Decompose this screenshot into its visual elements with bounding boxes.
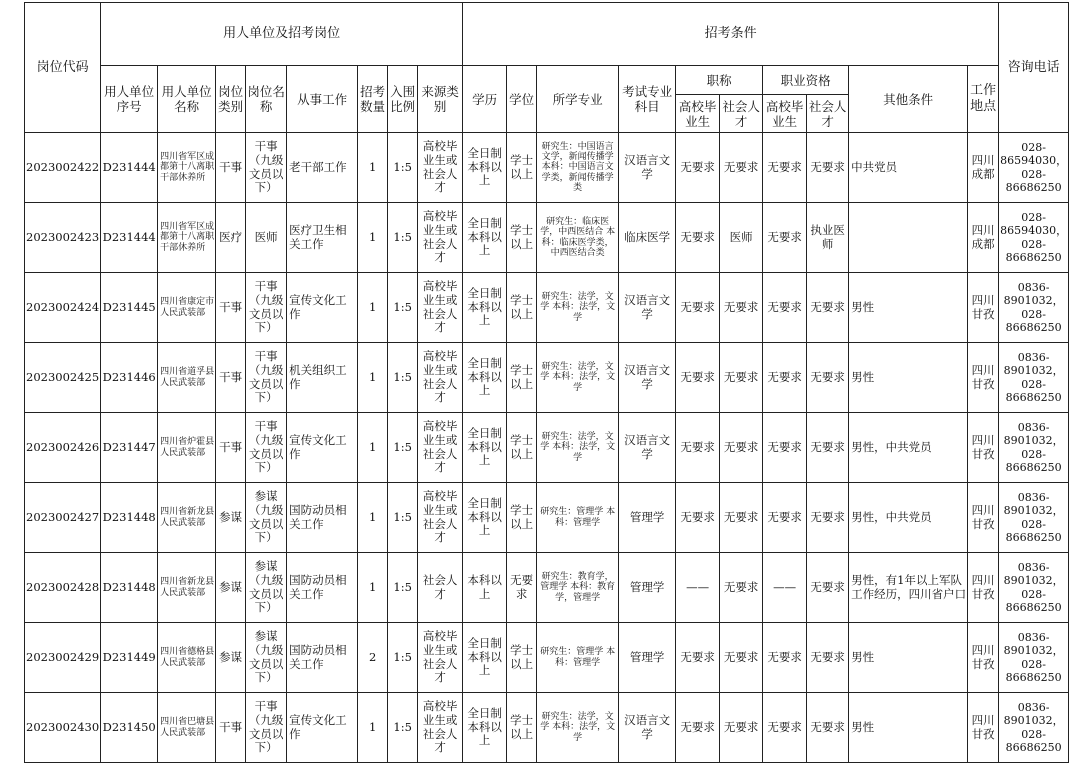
other-conditions-cell: 男性 [849, 343, 968, 413]
major-cell: 研究生：中国语言文学，新闻传播学 本科：中国语言文学类，新闻传播学类 [537, 133, 619, 203]
employer-name-cell: 四川省军区成都第十八离职干部休养所 [158, 133, 216, 203]
work-location-cell: 四川甘孜 [968, 413, 999, 483]
qual-social-cell: 无要求 [807, 483, 849, 553]
header-phone: 咨询电话 [999, 3, 1069, 133]
ratio-cell: 1:5 [388, 693, 418, 763]
employer-seq-cell: D231448 [101, 483, 158, 553]
title-social-cell: 医师 [720, 203, 763, 273]
degree-cell: 学士以上 [507, 133, 537, 203]
title-graduate-cell: 无要求 [676, 693, 720, 763]
header-education: 学历 [463, 66, 507, 133]
employer-seq-cell: D231449 [101, 623, 158, 693]
employer-name-cell: 四川省军区成都第十八离职干部休养所 [158, 203, 216, 273]
education-cell: 全日制本科以上 [463, 343, 507, 413]
duty-cell: 国防动员相关工作 [287, 553, 358, 623]
phone-cell: 0836-8901032，028-86686250 [999, 343, 1069, 413]
title-social-cell: 无要求 [720, 343, 763, 413]
post-code-cell: 2023002424 [25, 273, 101, 343]
table-row [25, 553, 1069, 623]
source-cell: 高校毕业生或社会人才 [418, 623, 463, 693]
header-major: 所学专业 [537, 66, 619, 133]
post-type-cell: 干事 [216, 343, 246, 413]
header-employer-name: 用人单位名称 [158, 66, 216, 133]
employer-seq-cell: D231446 [101, 343, 158, 413]
degree-cell: 学士以上 [507, 413, 537, 483]
header-post-name: 岗位名称 [246, 66, 287, 133]
title-social-cell: 无要求 [720, 483, 763, 553]
source-cell: 高校毕业生或社会人才 [418, 343, 463, 413]
post-name-cell: 干事（九级文员以下） [246, 343, 287, 413]
qual-social-cell: 无要求 [807, 133, 849, 203]
post-type-cell: 干事 [216, 413, 246, 483]
qual-social-cell: 无要求 [807, 693, 849, 763]
other-conditions-cell: 中共党员 [849, 133, 968, 203]
exam-subject-cell: 管理学 [619, 483, 676, 553]
post-type-cell: 干事 [216, 273, 246, 343]
education-cell: 全日制本科以上 [463, 203, 507, 273]
qual-graduate-cell: —— [763, 553, 807, 623]
qual-graduate-cell: 无要求 [763, 343, 807, 413]
employer-name-cell: 四川省巴塘县人民武装部 [158, 693, 216, 763]
employer-seq-cell: D231444 [101, 133, 158, 203]
work-location-cell: 四川甘孜 [968, 343, 999, 413]
header-post-code: 岗位代码 [25, 3, 101, 133]
education-cell: 全日制本科以上 [463, 623, 507, 693]
post-type-cell: 参谋 [216, 483, 246, 553]
employer-name-cell: 四川省新龙县人民武装部 [158, 553, 216, 623]
title-social-cell: 无要求 [720, 623, 763, 693]
employer-name-cell: 四川省德格县人民武装部 [158, 623, 216, 693]
degree-cell: 学士以上 [507, 343, 537, 413]
ratio-cell: 1:5 [388, 133, 418, 203]
ratio-cell: 1:5 [388, 413, 418, 483]
table-row [25, 273, 1069, 343]
qual-social-cell: 无要求 [807, 413, 849, 483]
degree-cell: 学士以上 [507, 273, 537, 343]
qual-social-cell: 无要求 [807, 623, 849, 693]
degree-cell: 学士以上 [507, 203, 537, 273]
post-code-cell: 2023002426 [25, 413, 101, 483]
qual-graduate-cell: 无要求 [763, 413, 807, 483]
ratio-cell: 1:5 [388, 483, 418, 553]
header-ratio: 入围比例 [388, 66, 418, 133]
quota-cell: 1 [358, 343, 388, 413]
header-other: 其他条件 [849, 66, 968, 133]
duty-cell: 宣传文化工作 [287, 413, 358, 483]
employer-seq-cell: D231448 [101, 553, 158, 623]
table-row [25, 133, 1069, 203]
title-graduate-cell: 无要求 [676, 133, 720, 203]
header-row-2 [25, 66, 1069, 95]
phone-cell: 0836-8901032，028-86686250 [999, 693, 1069, 763]
employer-name-cell: 四川省炉霍县人民武装部 [158, 413, 216, 483]
other-conditions-cell: 男性，有1年以上军队工作经历，四川省户口 [849, 553, 968, 623]
qual-graduate-cell: 无要求 [763, 203, 807, 273]
quota-cell: 1 [358, 273, 388, 343]
header-title-graduate: 高校毕业生 [676, 95, 720, 133]
post-type-cell: 参谋 [216, 623, 246, 693]
exam-subject-cell: 管理学 [619, 623, 676, 693]
phone-cell: 0836-8901032，028-86686250 [999, 623, 1069, 693]
post-code-cell: 2023002423 [25, 203, 101, 273]
ratio-cell: 1:5 [388, 273, 418, 343]
exam-subject-cell: 临床医学 [619, 203, 676, 273]
post-name-cell: 参谋（九级文员以下） [246, 553, 287, 623]
other-conditions-cell [849, 203, 968, 273]
source-cell: 高校毕业生或社会人才 [418, 693, 463, 763]
table-row [25, 343, 1069, 413]
ratio-cell: 1:5 [388, 343, 418, 413]
ratio-cell: 1:5 [388, 553, 418, 623]
quota-cell: 1 [358, 483, 388, 553]
header-title-group: 职称 [676, 66, 763, 95]
qual-graduate-cell: 无要求 [763, 273, 807, 343]
header-quota: 招考数量 [358, 66, 388, 133]
quota-cell: 1 [358, 203, 388, 273]
ratio-cell: 1:5 [388, 203, 418, 273]
qual-social-cell: 无要求 [807, 343, 849, 413]
source-cell: 高校毕业生或社会人才 [418, 203, 463, 273]
quota-cell: 1 [358, 693, 388, 763]
phone-cell: 0836-8901032，028-86686250 [999, 413, 1069, 483]
employer-name-cell: 四川省道孚县人民武装部 [158, 343, 216, 413]
duty-cell: 国防动员相关工作 [287, 623, 358, 693]
quota-cell: 1 [358, 553, 388, 623]
header-source: 来源类别 [418, 66, 463, 133]
header-conditions-group: 招考条件 [463, 3, 999, 66]
work-location-cell: 四川甘孜 [968, 273, 999, 343]
phone-cell: 028-86594030，028-86686250 [999, 203, 1069, 273]
title-graduate-cell: 无要求 [676, 483, 720, 553]
post-name-cell: 参谋（九级文员以下） [246, 483, 287, 553]
table-row [25, 413, 1069, 483]
post-name-cell: 干事（九级文员以下） [246, 693, 287, 763]
other-conditions-cell: 男性 [849, 273, 968, 343]
ratio-cell: 1:5 [388, 623, 418, 693]
employer-seq-cell: D231444 [101, 203, 158, 273]
title-social-cell: 无要求 [720, 413, 763, 483]
header-exam-subject: 考试专业科目 [619, 66, 676, 133]
header-title-social: 社会人才 [720, 95, 763, 133]
exam-subject-cell: 管理学 [619, 553, 676, 623]
table-row [25, 693, 1069, 763]
duty-cell: 医疗卫生相关工作 [287, 203, 358, 273]
qual-graduate-cell: 无要求 [763, 623, 807, 693]
post-code-cell: 2023002427 [25, 483, 101, 553]
header-post-type: 岗位类别 [216, 66, 246, 133]
post-code-cell: 2023002428 [25, 553, 101, 623]
work-location-cell: 四川成都 [968, 203, 999, 273]
employer-name-cell: 四川省新龙县人民武装部 [158, 483, 216, 553]
table-row [25, 483, 1069, 553]
exam-subject-cell: 汉语言文学 [619, 413, 676, 483]
degree-cell: 学士以上 [507, 693, 537, 763]
major-cell: 研究生：法学，文学 本科：法学，文学 [537, 413, 619, 483]
header-row-1 [25, 3, 1069, 66]
header-employer-group: 用人单位及招考岗位 [101, 3, 463, 66]
title-graduate-cell: 无要求 [676, 413, 720, 483]
quota-cell: 1 [358, 133, 388, 203]
work-location-cell: 四川成都 [968, 133, 999, 203]
title-graduate-cell: 无要求 [676, 203, 720, 273]
major-cell: 研究生：教育学，管理学 本科：教育学，管理学 [537, 553, 619, 623]
major-cell: 研究生：法学，文学 本科：法学，文学 [537, 273, 619, 343]
major-cell: 研究生：法学，文学 本科：法学，文学 [537, 693, 619, 763]
exam-subject-cell: 汉语言文学 [619, 273, 676, 343]
duty-cell: 老干部工作 [287, 133, 358, 203]
title-social-cell: 无要求 [720, 693, 763, 763]
exam-subject-cell: 汉语言文学 [619, 693, 676, 763]
quota-cell: 2 [358, 623, 388, 693]
employer-seq-cell: D231450 [101, 693, 158, 763]
degree-cell: 学士以上 [507, 483, 537, 553]
header-qual-graduate: 高校毕业生 [763, 95, 807, 133]
phone-cell: 028-86594030，028-86686250 [999, 133, 1069, 203]
major-cell: 研究生：管理学 本科：管理学 [537, 623, 619, 693]
post-name-cell: 干事（九级文员以下） [246, 413, 287, 483]
qual-graduate-cell: 无要求 [763, 483, 807, 553]
education-cell: 全日制本科以上 [463, 273, 507, 343]
work-location-cell: 四川甘孜 [968, 483, 999, 553]
header-duty: 从事工作 [287, 66, 358, 133]
post-name-cell: 参谋（九级文员以下） [246, 623, 287, 693]
title-social-cell: 无要求 [720, 133, 763, 203]
source-cell: 高校毕业生或社会人才 [418, 413, 463, 483]
post-name-cell: 干事（九级文员以下） [246, 273, 287, 343]
qual-social-cell: 无要求 [807, 553, 849, 623]
exam-subject-cell: 汉语言文学 [619, 133, 676, 203]
title-social-cell: 无要求 [720, 553, 763, 623]
duty-cell: 国防动员相关工作 [287, 483, 358, 553]
employer-name-cell: 四川省康定市人民武装部 [158, 273, 216, 343]
source-cell: 社会人才 [418, 553, 463, 623]
header-degree: 学位 [507, 66, 537, 133]
phone-cell: 0836-8901032，028-86686250 [999, 273, 1069, 343]
employer-seq-cell: D231445 [101, 273, 158, 343]
education-cell: 全日制本科以上 [463, 483, 507, 553]
major-cell: 研究生：临床医学，中西医结合 本科：临床医学类，中西医结合类 [537, 203, 619, 273]
title-graduate-cell: 无要求 [676, 273, 720, 343]
title-graduate-cell: 无要求 [676, 623, 720, 693]
post-name-cell: 干事（九级文员以下） [246, 133, 287, 203]
table-row [25, 623, 1069, 693]
other-conditions-cell: 男性 [849, 693, 968, 763]
qual-graduate-cell: 无要求 [763, 693, 807, 763]
title-graduate-cell: 无要求 [676, 343, 720, 413]
exam-subject-cell: 汉语言文学 [619, 343, 676, 413]
work-location-cell: 四川甘孜 [968, 623, 999, 693]
phone-cell: 0836-8901032，028-86686250 [999, 553, 1069, 623]
source-cell: 高校毕业生或社会人才 [418, 273, 463, 343]
education-cell: 全日制本科以上 [463, 693, 507, 763]
other-conditions-cell: 男性 [849, 623, 968, 693]
post-code-cell: 2023002430 [25, 693, 101, 763]
other-conditions-cell: 男性，中共党员 [849, 483, 968, 553]
quota-cell: 1 [358, 413, 388, 483]
qual-graduate-cell: 无要求 [763, 133, 807, 203]
post-type-cell: 医疗 [216, 203, 246, 273]
header-qual-social: 社会人才 [807, 95, 849, 133]
degree-cell: 学士以上 [507, 623, 537, 693]
source-cell: 高校毕业生或社会人才 [418, 483, 463, 553]
header-qual-group: 职业资格 [763, 66, 849, 95]
work-location-cell: 四川甘孜 [968, 553, 999, 623]
post-code-cell: 2023002425 [25, 343, 101, 413]
title-social-cell: 无要求 [720, 273, 763, 343]
header-work-location: 工作地点 [968, 66, 999, 133]
post-code-cell: 2023002422 [25, 133, 101, 203]
education-cell: 全日制本科以上 [463, 413, 507, 483]
recruitment-table [24, 2, 1069, 763]
post-name-cell: 医师 [246, 203, 287, 273]
post-type-cell: 干事 [216, 693, 246, 763]
phone-cell: 0836-8901032，028-86686250 [999, 483, 1069, 553]
qual-social-cell: 执业医师 [807, 203, 849, 273]
education-cell: 全日制本科以上 [463, 133, 507, 203]
source-cell: 高校毕业生或社会人才 [418, 133, 463, 203]
post-type-cell: 参谋 [216, 553, 246, 623]
other-conditions-cell: 男性，中共党员 [849, 413, 968, 483]
duty-cell: 宣传文化工作 [287, 693, 358, 763]
major-cell: 研究生：管理学 本科：管理学 [537, 483, 619, 553]
post-code-cell: 2023002429 [25, 623, 101, 693]
employer-seq-cell: D231447 [101, 413, 158, 483]
work-location-cell: 四川甘孜 [968, 693, 999, 763]
duty-cell: 机关组织工作 [287, 343, 358, 413]
table-row [25, 203, 1069, 273]
degree-cell: 无要求 [507, 553, 537, 623]
duty-cell: 宣传文化工作 [287, 273, 358, 343]
major-cell: 研究生：法学，文学 本科：法学，文学 [537, 343, 619, 413]
header-employer-seq: 用人单位序号 [101, 66, 158, 133]
post-type-cell: 干事 [216, 133, 246, 203]
education-cell: 本科以上 [463, 553, 507, 623]
qual-social-cell: 无要求 [807, 273, 849, 343]
title-graduate-cell: —— [676, 553, 720, 623]
